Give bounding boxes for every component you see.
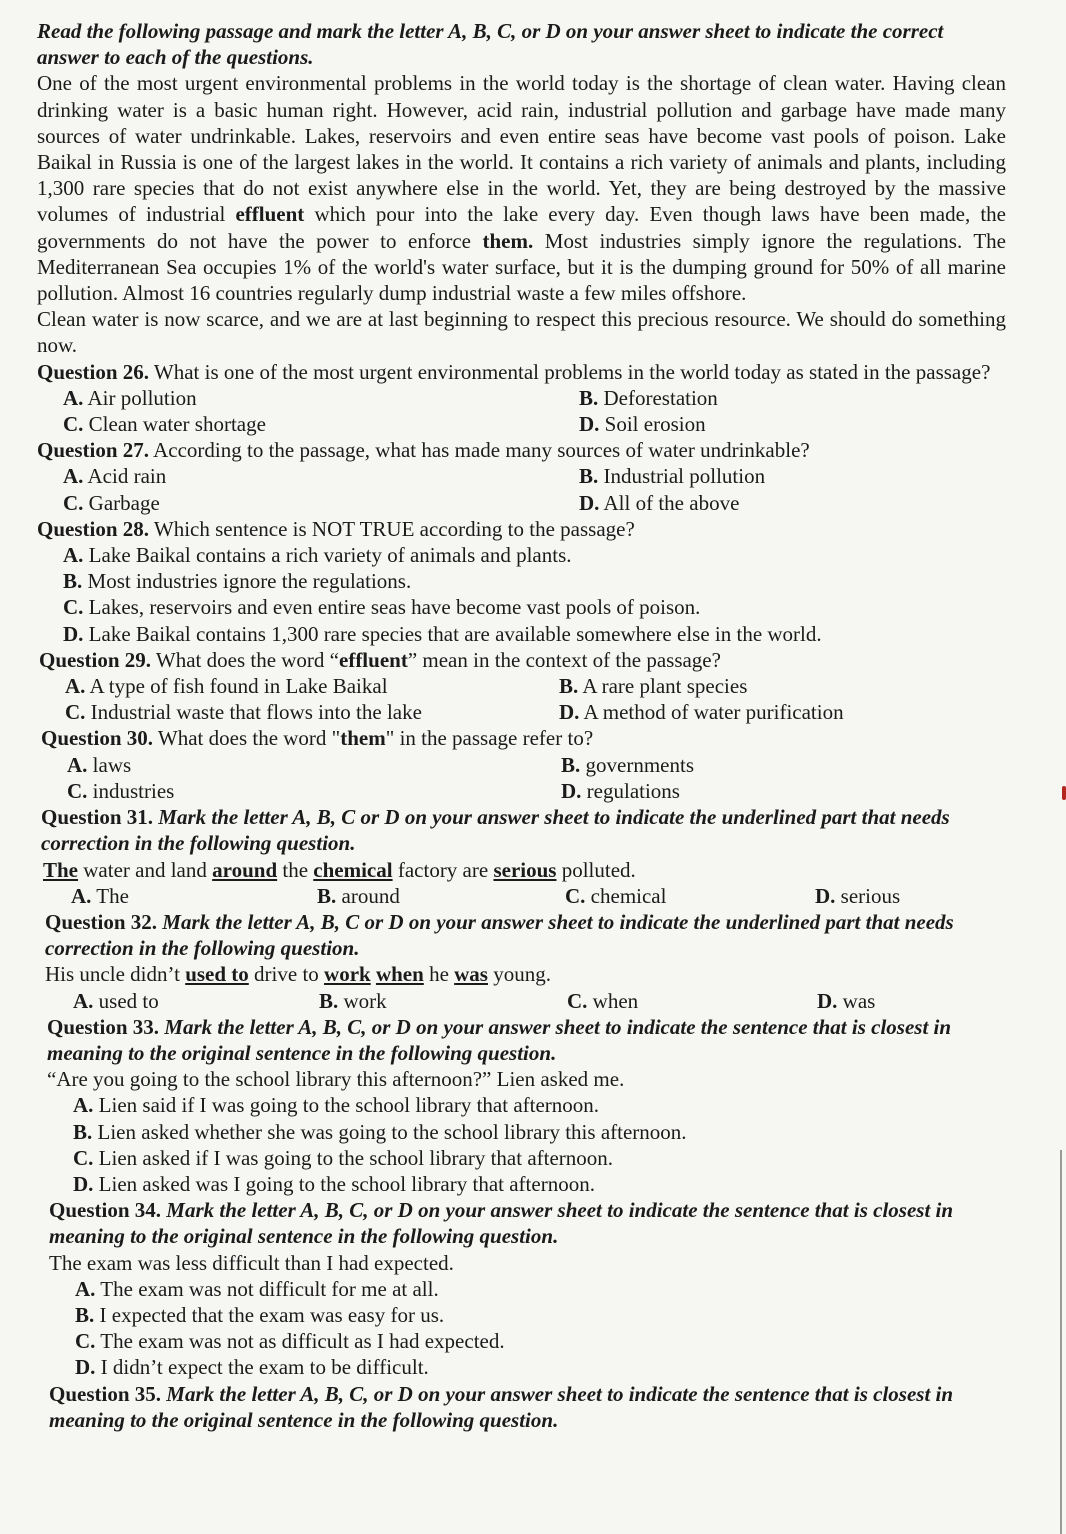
option-a[interactable]: A. used to: [73, 988, 159, 1013]
option-a[interactable]: A. laws: [67, 752, 132, 777]
question-31-options: [63, 883, 1006, 909]
question-26-options: [63, 385, 1006, 437]
question-28: Question 28. Which sentence is NOT TRUE according to the passage?: [37, 516, 635, 541]
question-32: Question 32. Mark the letter A, B, C or D on your answer sheet to indicate the underlined part that needs correction in the following question.: [45, 909, 954, 961]
option-b[interactable]: B. Industrial pollution: [579, 464, 766, 489]
page-edge-line: [1060, 1150, 1062, 1534]
option-b[interactable]: B. Most industries ignore the regulations.: [63, 569, 412, 594]
option-c[interactable]: C. Clean water shortage: [63, 412, 266, 437]
option-d[interactable]: D. serious: [815, 883, 901, 908]
option-d[interactable]: D. Lien asked was I going to the school library that afternoon.: [73, 1171, 595, 1196]
option-a[interactable]: A. The: [71, 883, 129, 908]
option-d[interactable]: D. A method of water purification: [559, 700, 844, 725]
option-d[interactable]: D. Soil erosion: [579, 412, 706, 437]
question-28-options: [63, 542, 1006, 647]
option-a[interactable]: A. A type of fish found in Lake Baikal: [65, 674, 388, 699]
question-33-original: “Are you going to the school library this afternoon?” Lien asked me.: [47, 1067, 625, 1092]
option-b[interactable]: B. Lien asked whether she was going to the school library this afternoon.: [73, 1119, 687, 1144]
option-d[interactable]: D. I didn’t expect the exam to be difficult.: [75, 1355, 429, 1380]
option-a[interactable]: A. The exam was not difficult for me at all.: [75, 1276, 439, 1301]
option-d[interactable]: D. Lake Baikal contains 1,300 rare species that are available somewhere else in the world.: [63, 621, 822, 646]
word-effluent: effluent: [235, 202, 305, 227]
option-c[interactable]: C. Garbage: [63, 490, 160, 515]
option-c[interactable]: C. chemical: [565, 883, 667, 908]
question-30: Question 30. What does the word "them" in the passage refer to?: [41, 726, 594, 751]
passage-paragraph-1: One of the most urgent environmental problems in the world today is the shortage of clean water. Having clean drinking water is a basic human right. However, acid rain, industrial pollution and garbage have made many sources of water undrinkable. Lakes, reservoirs and even entire seas have become vast pools of poison. Lake Baikal in Russia is one of the largest lakes in the world. It contains a rich variety of animals and plants, including 1,300 rare species that do not exist anywhere else in the world. Yet, they are being destroyed by the massive volumes of industrial effluent which pour into the lake every day. Even though laws have been made, the governments do not have the power to enforce them. Most industries simply ignore the regulations. The Mediterranean Sea occupies 1% of the world's water surface, but it is the dumping ground for 50% of all marine pollution. Almost 16 countries regularly dump industrial waste a few miles offshore.: [37, 71, 1007, 306]
question-27: Question 27. According to the passage, what has made many sources of water undrinkable?: [37, 438, 810, 463]
option-d[interactable]: D. regulations: [561, 778, 680, 803]
option-c[interactable]: C. Industrial waste that flows into the lake: [65, 700, 422, 725]
question-32-options: [63, 988, 1006, 1014]
reading-instruction: Read the following passage and mark the letter A, B, C, or D on your answer sheet to indicate the correct answer to each of the questions.: [37, 19, 944, 70]
question-31-sentence: The water and land around the chemical factory are serious polluted.: [43, 857, 636, 882]
option-c[interactable]: C. Lien asked if I was going to the school library that afternoon.: [73, 1145, 614, 1170]
option-b[interactable]: B. work: [319, 988, 387, 1013]
question-34-original: The exam was less difficult than I had expected.: [49, 1250, 454, 1275]
option-b[interactable]: B. governments: [561, 752, 694, 777]
question-32-sentence: His uncle didn’t used to drive to work when he was young.: [45, 962, 551, 987]
option-a[interactable]: A. Lake Baikal contains a rich variety of animals and plants.: [63, 543, 572, 568]
question-29-options: [63, 673, 1006, 725]
option-b[interactable]: B. around: [317, 883, 400, 908]
question-29: Question 29. What does the word “effluent” mean in the context of the passage?: [39, 647, 721, 672]
option-a[interactable]: A. Lien said if I was going to the school library that afternoon.: [73, 1093, 600, 1118]
passage-paragraph-2: Clean water is now scarce, and we are at last beginning to respect this precious resource. We should do something now.: [37, 307, 1006, 358]
option-c[interactable]: C. industries: [67, 778, 175, 803]
option-c[interactable]: C. Lakes, reservoirs and even entire seas have become vast pools of poison.: [63, 595, 701, 620]
question-34: Question 34. Mark the letter A, B, C, or D on your answer sheet to indicate the sentence that is closest in meaning to the original sentence in the following question.: [49, 1198, 954, 1249]
question-30-options: [63, 752, 1006, 804]
question-27-options: [63, 463, 1006, 515]
option-b[interactable]: B. I expected that the exam was easy for us.: [75, 1302, 445, 1327]
option-c[interactable]: C. when: [567, 988, 639, 1013]
question-34-options: [63, 1276, 1006, 1381]
question-35: Question 35. Mark the letter A, B, C, or D on your answer sheet to indicate the sentence that is closest in meaning to the original sentence in the following question.: [49, 1381, 954, 1432]
word-them: them.: [482, 228, 534, 253]
option-c[interactable]: C. The exam was not as difficult as I had expected.: [75, 1329, 505, 1354]
option-a[interactable]: A. Acid rain: [63, 464, 167, 489]
option-b[interactable]: B. A rare plant species: [559, 674, 748, 699]
option-d[interactable]: D. was: [817, 988, 876, 1013]
page-edge-mark: [1062, 786, 1066, 800]
option-d[interactable]: D. All of the above: [579, 490, 740, 515]
question-26: Question 26. What is one of the most urgent environmental problems in the world today as stated in the passage?: [37, 359, 991, 384]
question-33-options: [63, 1092, 1006, 1197]
question-31: Question 31. Mark the letter A, B, C or D on your answer sheet to indicate the underlined part that needs correction in the following question.: [41, 805, 950, 856]
option-a[interactable]: A. Air pollution: [63, 385, 197, 410]
option-b[interactable]: B. Deforestation: [579, 385, 718, 410]
question-33: Question 33. Mark the letter A, B, C, or D on your answer sheet to indicate the sentence that is closest in meaning to the original sentence in the following question.: [47, 1014, 952, 1065]
